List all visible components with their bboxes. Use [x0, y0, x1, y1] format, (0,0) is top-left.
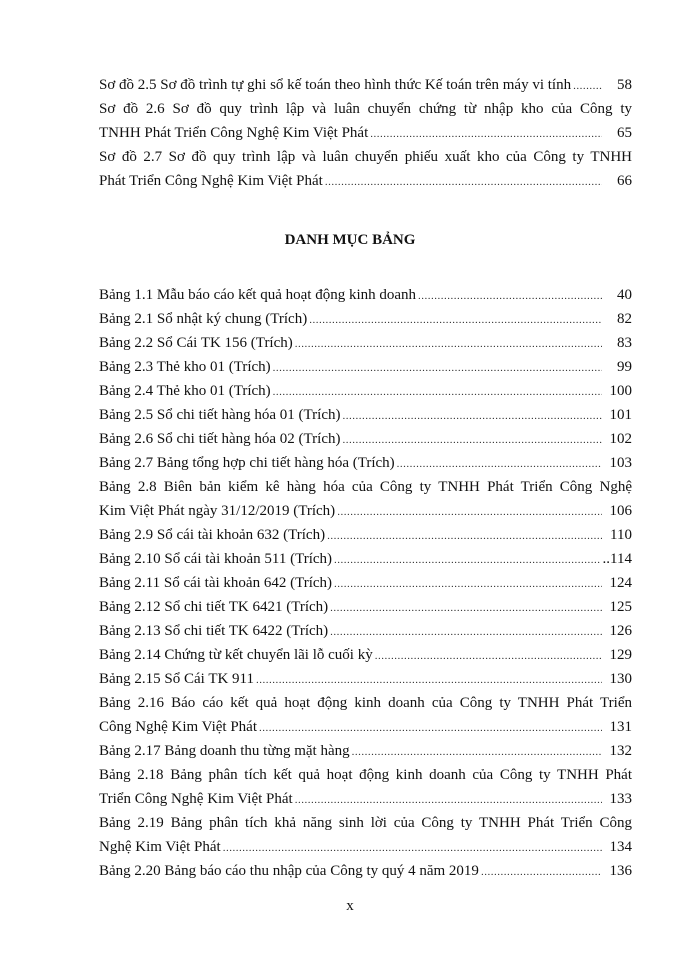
entry-last-line: [99, 331, 632, 355]
entry-last-line: [99, 169, 632, 193]
dot-leader: [334, 572, 602, 596]
entry-last-line: [99, 571, 632, 595]
dot-leader: [295, 332, 602, 356]
entry-title: Công Nghệ Kim Việt Phát: [99, 719, 257, 735]
figure-entry[interactable]: [99, 97, 632, 145]
entry-title: TNHH Phát Triển Công Nghệ Kim Việt Phát: [99, 125, 369, 141]
figure-entry[interactable]: [99, 73, 632, 97]
entry-title: Bảng 2.2 Sổ Cái TK 156 (Trích): [99, 335, 293, 351]
entry-last-line: [99, 307, 632, 331]
entry-page-number: 133: [609, 791, 632, 807]
table-entry[interactable]: [99, 403, 632, 427]
entry-title: Bảng 2.12 Sổ chi tiết TK 6421 (Trích): [99, 599, 329, 615]
entry-title-line: Bảng 2.8 Biên bản kiểm kê hàng hóa của Công ty TNHH Phát Triển Công Nghệ: [99, 479, 632, 495]
dot-leader: [273, 380, 602, 404]
entry-title: Bảng 2.17 Bảng doanh thu từng mặt hàng: [99, 743, 350, 759]
entry-title: Sơ đồ 2.5 Sơ đồ trình tự ghi sổ kế toán theo hình thức Kế toán trên máy vi tính: [99, 77, 572, 93]
dot-leader: [309, 308, 602, 332]
entry-title: Bảng 2.4 Thẻ kho 01 (Trích): [99, 383, 271, 399]
entry-page-number: 129: [609, 647, 632, 663]
table-entry[interactable]: [99, 763, 632, 811]
entry-page-number: 124: [609, 575, 632, 591]
entry-page-number: 66: [617, 173, 632, 189]
table-entry[interactable]: [99, 667, 632, 691]
table-entry[interactable]: [99, 451, 632, 475]
dot-leader: [327, 524, 602, 548]
dot-leader: [370, 122, 602, 146]
entry-last-line: [99, 499, 632, 523]
entry-last-line: [99, 667, 632, 691]
entry-last-line: [99, 595, 632, 619]
entry-title: Bảng 2.6 Sổ chi tiết hàng hóa 02 (Trích): [99, 431, 341, 447]
dot-leader: [223, 836, 602, 860]
entry-title-line: Bảng 2.18 Bảng phân tích kết quả hoạt động kinh doanh của Công ty TNHH Phát: [99, 767, 632, 783]
entry-title: Bảng 2.14 Chứng từ kết chuyển lãi lỗ cuối kỳ: [99, 647, 373, 663]
table-entry[interactable]: [99, 643, 632, 667]
dot-leader: [337, 500, 602, 524]
dot-leader: [343, 428, 602, 452]
table-entry[interactable]: [99, 571, 632, 595]
entry-title: Bảng 1.1 Mẫu báo cáo kết quả hoạt động kinh doanh: [99, 287, 417, 303]
entry-last-line: [99, 451, 632, 475]
entry-last-line: [99, 835, 632, 859]
entry-page-number: 65: [617, 125, 632, 141]
entry-last-line: [99, 523, 632, 547]
table-entry[interactable]: [99, 739, 632, 763]
table-entry[interactable]: [99, 547, 632, 571]
table-list: [99, 283, 632, 883]
page-number: x: [346, 898, 354, 914]
entry-title-line: Sơ đồ 2.6 Sơ đồ quy trình lập và luân chuyển chứng từ nhập kho của Công ty: [99, 101, 632, 117]
entry-last-line: [99, 739, 632, 763]
entry-page-number: 126: [609, 623, 632, 639]
table-entry[interactable]: [99, 859, 632, 883]
dot-leader: [259, 716, 602, 740]
entry-last-line: [99, 73, 632, 97]
entry-page-number: 131: [609, 719, 632, 735]
entry-page-number: 40: [617, 287, 632, 303]
entry-title: Bảng 2.5 Sổ chi tiết hàng hóa 01 (Trích): [99, 407, 341, 423]
table-entry[interactable]: [99, 691, 632, 739]
entry-page-number: 83: [617, 335, 632, 351]
entry-last-line: [99, 643, 632, 667]
entry-title: Triển Công Nghệ Kim Việt Phát: [99, 791, 293, 807]
entry-title: Phát Triển Công Nghệ Kim Việt Phát: [99, 173, 323, 189]
entry-title: Kim Việt Phát ngày 31/12/2019 (Trích): [99, 503, 336, 519]
table-entry[interactable]: [99, 331, 632, 355]
table-entry[interactable]: [99, 619, 632, 643]
entry-page-number: 110: [610, 527, 632, 543]
entry-page-number: 134: [609, 839, 632, 855]
figure-entry[interactable]: [99, 145, 632, 193]
entry-title: Bảng 2.9 Sổ cái tài khoản 632 (Trích): [99, 527, 326, 543]
entry-page-number: 58: [617, 77, 632, 93]
section-heading: DANH MỤC BẢNG: [284, 232, 416, 248]
entry-page-number: 99: [617, 359, 632, 375]
entry-page-number: 125: [609, 599, 632, 615]
table-entry[interactable]: [99, 427, 632, 451]
entry-last-line: [99, 787, 632, 811]
dot-leader: [334, 548, 601, 572]
entry-last-line: [99, 379, 632, 403]
entry-page-number: ..114: [602, 551, 632, 567]
entry-last-line: [99, 403, 632, 427]
entry-page-number: 82: [617, 311, 632, 327]
table-entry[interactable]: [99, 283, 632, 307]
entry-page-number: 102: [609, 431, 632, 447]
dot-leader: [295, 788, 602, 812]
table-entry[interactable]: [99, 379, 632, 403]
figure-list: [99, 73, 632, 193]
entry-page-number: 130: [609, 671, 632, 687]
dot-leader: [256, 668, 602, 692]
entry-title: Bảng 2.3 Thẻ kho 01 (Trích): [99, 359, 271, 375]
entry-title: Bảng 2.15 Sổ Cái TK 911: [99, 671, 255, 687]
entry-last-line: [99, 715, 632, 739]
entry-title-line: Sơ đồ 2.7 Sơ đồ quy trình lập và luân chuyển phiếu xuất kho của Công ty TNHH: [99, 149, 632, 165]
entry-page-number: 101: [609, 407, 632, 423]
table-entry[interactable]: [99, 355, 632, 379]
table-entry[interactable]: [99, 595, 632, 619]
dot-leader: [418, 284, 602, 308]
dot-leader: [375, 644, 602, 668]
entry-last-line: [99, 619, 632, 643]
entry-last-line: [99, 283, 632, 307]
dot-leader: [343, 404, 602, 428]
entry-page-number: 106: [609, 503, 632, 519]
dot-leader: [330, 620, 602, 644]
dot-leader: [481, 860, 602, 884]
dot-leader: [273, 356, 602, 380]
entry-page-number: 136: [609, 863, 632, 879]
entry-last-line: [99, 427, 632, 451]
table-entry[interactable]: [99, 475, 632, 523]
table-entry[interactable]: [99, 811, 632, 859]
dot-leader: [352, 740, 602, 764]
table-entry[interactable]: [99, 523, 632, 547]
entry-title: Bảng 2.13 Sổ chi tiết TK 6422 (Trích): [99, 623, 329, 639]
entry-last-line: [99, 121, 632, 145]
entry-last-line: [99, 859, 632, 883]
entry-page-number: 132: [609, 743, 632, 759]
dot-leader: [325, 170, 602, 194]
entry-title: Bảng 2.7 Bảng tổng hợp chi tiết hàng hóa (Trích): [99, 455, 395, 471]
entry-title-line: Bảng 2.19 Bảng phân tích khả năng sinh lời của Công ty TNHH Phát Triển Công: [99, 815, 632, 831]
entry-page-number: 103: [609, 455, 632, 471]
table-entry[interactable]: [99, 307, 632, 331]
entry-title-line: Bảng 2.16 Báo cáo kết quả hoạt động kinh doanh của Công ty TNHH Phát Triển: [99, 695, 632, 711]
entry-title: Bảng 2.1 Sổ nhật ký chung (Trích): [99, 311, 308, 327]
entry-page-number: 100: [609, 383, 632, 399]
entry-last-line: [99, 355, 632, 379]
entry-title: Bảng 2.10 Sổ cái tài khoản 511 (Trích): [99, 551, 333, 567]
dot-leader: [330, 596, 602, 620]
entry-last-line: [99, 547, 632, 571]
dot-leader: [573, 74, 602, 98]
dot-leader: [397, 452, 602, 476]
entry-title: Nghệ Kim Việt Phát: [99, 839, 221, 855]
entry-title: Bảng 2.20 Bảng báo cáo thu nhập của Công ty quý 4 năm 2019: [99, 863, 479, 879]
entry-title: Bảng 2.11 Sổ cái tài khoản 642 (Trích): [99, 575, 333, 591]
